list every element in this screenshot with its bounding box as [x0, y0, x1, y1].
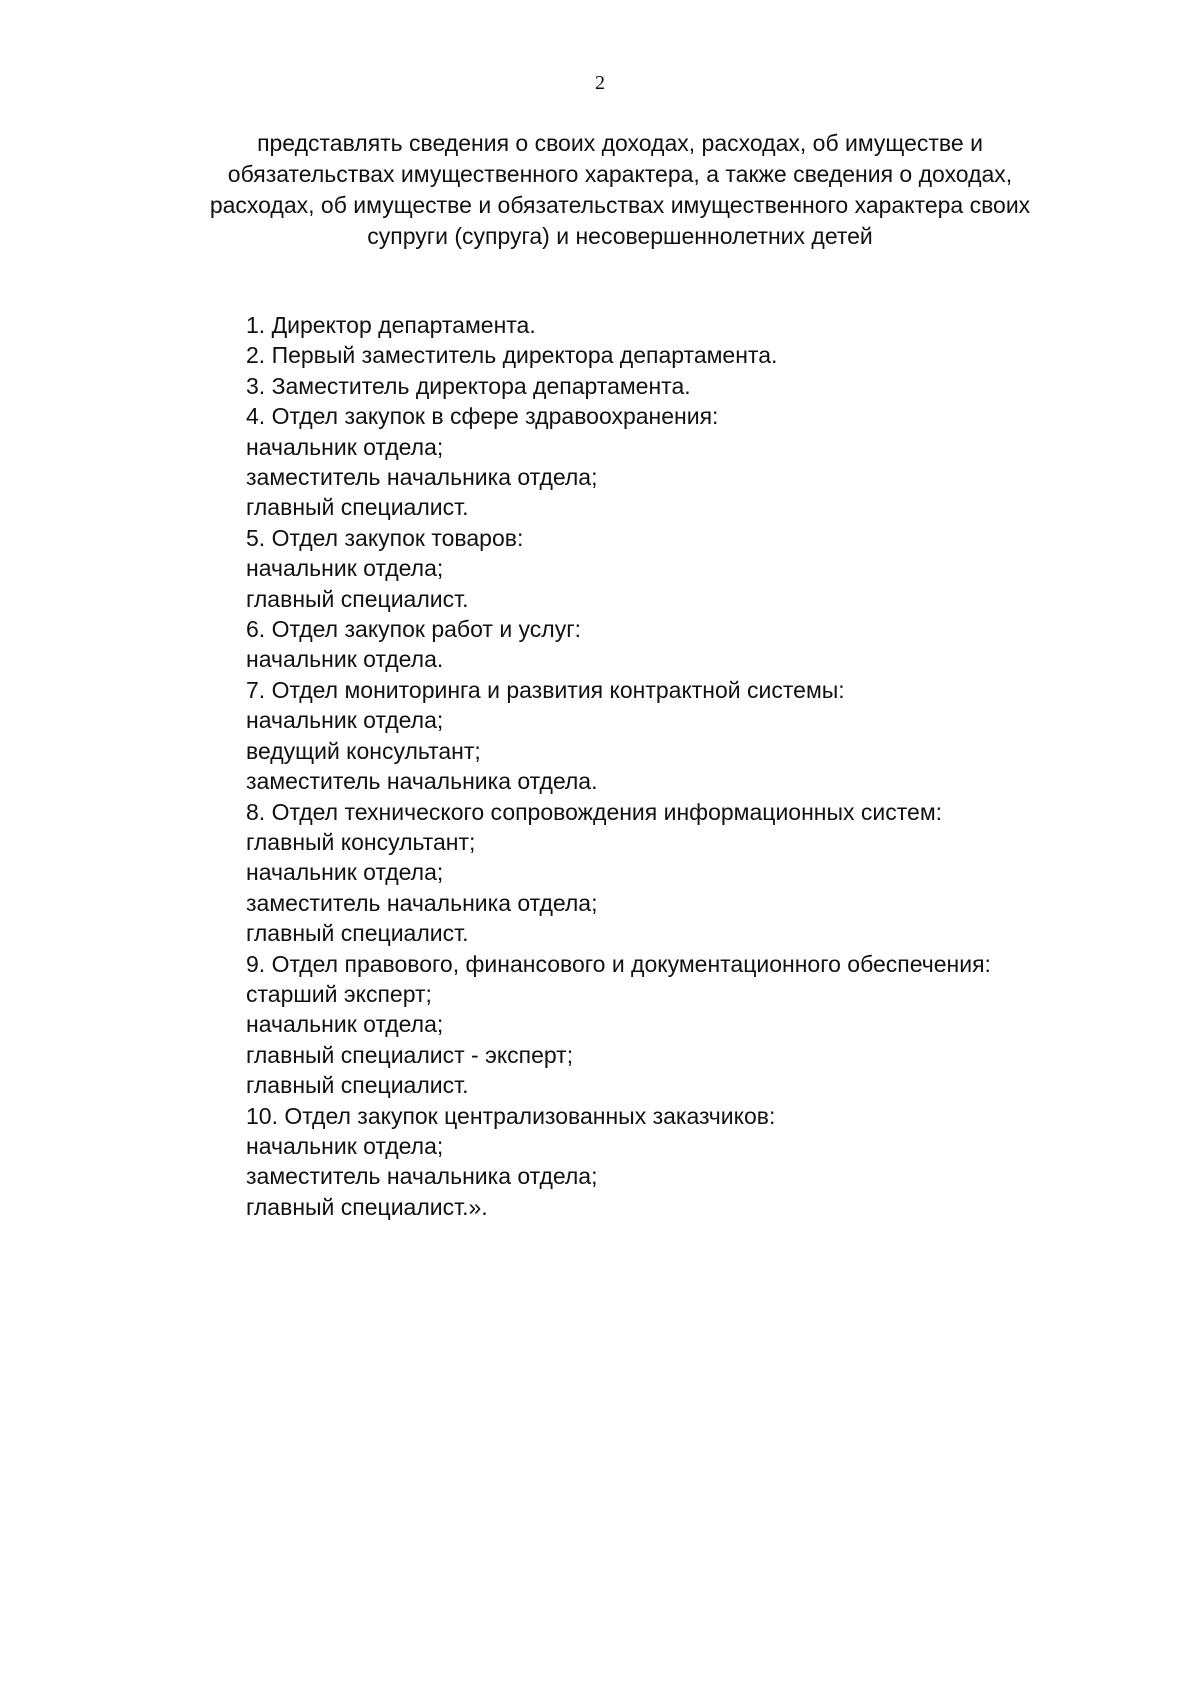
- list-item: 8. Отдел технического сопровождения информационных систем:: [246, 798, 943, 825]
- list-item: заместитель начальника отдела;: [246, 464, 598, 491]
- list-item: начальник отдела;: [246, 555, 444, 582]
- list-item: главный консультант;: [246, 828, 476, 855]
- list-item: главный специалист.: [246, 920, 469, 947]
- list-item: 4. Отдел закупок в сфере здравоохранения:: [246, 403, 719, 430]
- heading-line: представлять сведения о своих доходах, расходах, об имуществе и: [257, 130, 983, 156]
- list-item: ведущий консультант;: [246, 737, 481, 764]
- heading-line: супруги (супруга) и несовершеннолетних детей: [367, 223, 873, 249]
- list-item: главный специалист.: [246, 1072, 469, 1099]
- list-item: 1. Директор департамента.: [246, 312, 536, 338]
- list-item: 9. Отдел правового, финансового и документационного обеспечения:: [246, 950, 991, 977]
- list-item: заместитель начальника отдела;: [246, 889, 598, 916]
- list-item: 3. Заместитель директора департамента.: [246, 372, 691, 399]
- heading-line: расходах, об имуществе и обязательствах имущественного характера своих: [209, 192, 1031, 218]
- list-item: 5. Отдел закупок товаров:: [246, 524, 524, 551]
- list-item: начальник отдела;: [246, 1011, 444, 1038]
- list-item: начальник отдела.: [246, 646, 444, 673]
- list-item: начальник отдела;: [246, 1132, 444, 1159]
- list-item: начальник отдела;: [246, 707, 444, 734]
- list-item: 7. Отдел мониторинга и развития контрактной системы:: [246, 676, 845, 703]
- list-item: главный специалист.: [246, 585, 469, 612]
- list-item: начальник отдела;: [246, 433, 444, 460]
- list-item: заместитель начальника отдела.: [246, 768, 598, 795]
- list-item: заместитель начальника отдела;: [246, 1163, 598, 1190]
- page-number: 2: [595, 72, 605, 94]
- list-item: 6. Отдел закупок работ и услуг:: [246, 616, 581, 643]
- list-item: начальник отдела;: [246, 859, 444, 886]
- heading-paragraph: [170, 128, 1070, 252]
- positions-list: [246, 310, 1146, 1222]
- list-item: 10. Отдел закупок централизованных заказчиков:: [246, 1102, 776, 1129]
- list-item: главный специалист.».: [246, 1193, 488, 1220]
- list-item: главный специалист.: [246, 494, 469, 521]
- list-item: 2. Первый заместитель директора департамента.: [246, 342, 778, 369]
- list-item: главный специалист - эксперт;: [246, 1041, 574, 1068]
- list-item: старший эксперт;: [246, 980, 432, 1007]
- heading-line: обязательствах имущественного характера, а также сведения о доходах,: [227, 161, 1013, 187]
